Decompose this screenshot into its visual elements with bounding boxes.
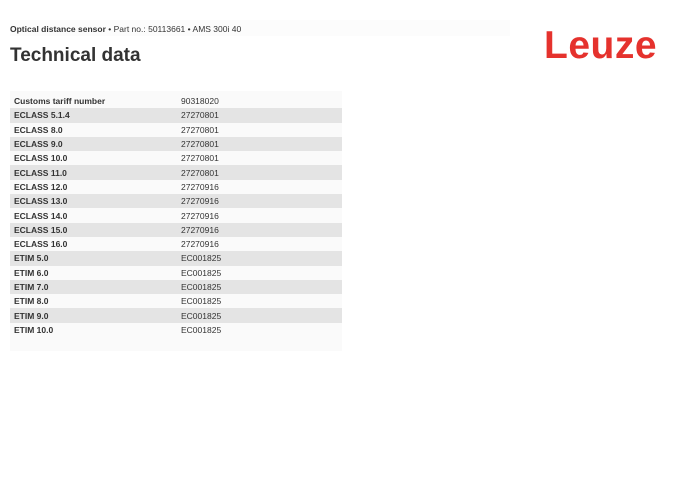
table-row — [10, 294, 342, 308]
row-value: 27270916 — [181, 181, 219, 192]
row-key: ECLASS 5.1.4 — [10, 108, 177, 122]
row-key: ECLASS 13.0 — [10, 194, 177, 208]
row-key: ECLASS 15.0 — [10, 223, 177, 237]
table-row — [10, 237, 342, 251]
table-row — [10, 194, 342, 208]
breadcrumb — [10, 24, 241, 34]
table-row — [10, 108, 342, 122]
table-row — [10, 308, 342, 322]
row-value: 27270916 — [177, 223, 342, 237]
row-key: ETIM 5.0 — [10, 251, 177, 265]
table-row — [10, 151, 342, 165]
table-row — [10, 266, 342, 280]
table-row — [10, 165, 342, 179]
row-key: ECLASS 8.0 — [14, 124, 63, 135]
product-name: Optical distance sensor — [10, 24, 106, 34]
row-value: 27270916 — [181, 239, 219, 250]
row-key: ETIM 10.0 — [14, 324, 54, 335]
separator: • — [105, 24, 114, 34]
row-key: ECLASS 16.0 — [14, 239, 68, 250]
table-row — [10, 94, 342, 108]
row-value: 27270801 — [177, 137, 342, 151]
row-key: ECLASS 12.0 — [14, 181, 68, 192]
table-row — [10, 251, 342, 265]
brand-logo: Leuze — [544, 24, 658, 67]
table-row — [10, 208, 342, 222]
row-value: EC001825 — [177, 308, 342, 322]
row-key: Customs tariff number — [14, 96, 106, 107]
row-value: EC001825 — [181, 324, 222, 335]
row-key: ETIM 8.0 — [14, 296, 49, 307]
row-value: 27270801 — [177, 165, 342, 179]
table-row — [10, 180, 342, 194]
row-key: ETIM 9.0 — [10, 308, 177, 322]
row-key: ETIM 6.0 — [14, 267, 49, 278]
table-row — [10, 323, 342, 337]
row-value: EC001825 — [177, 280, 342, 294]
row-value: EC001825 — [177, 251, 342, 265]
part-number: Part no.: 50113661 — [113, 24, 186, 34]
row-key: ETIM 7.0 — [10, 280, 177, 294]
table-row — [10, 137, 342, 151]
row-key: ECLASS 11.0 — [10, 165, 177, 179]
separator: • — [185, 24, 193, 34]
table-row — [10, 280, 342, 294]
table-row — [10, 223, 342, 237]
row-value: 27270801 — [181, 153, 219, 164]
table-row — [10, 123, 342, 137]
page-title: Technical data — [10, 45, 141, 66]
technical-data-table — [10, 94, 342, 337]
row-value: 27270801 — [177, 108, 342, 122]
row-value: 27270916 — [177, 194, 342, 208]
row-value: 27270916 — [181, 210, 219, 221]
row-value: 27270801 — [181, 124, 219, 135]
row-value: EC001825 — [181, 296, 222, 307]
row-key: ECLASS 10.0 — [14, 153, 68, 164]
model-name: AMS 300i 40 — [192, 24, 242, 34]
row-key: ECLASS 14.0 — [14, 210, 68, 221]
row-value: 90318020 — [181, 96, 219, 107]
row-value: EC001825 — [181, 267, 222, 278]
row-key: ECLASS 9.0 — [10, 137, 177, 151]
